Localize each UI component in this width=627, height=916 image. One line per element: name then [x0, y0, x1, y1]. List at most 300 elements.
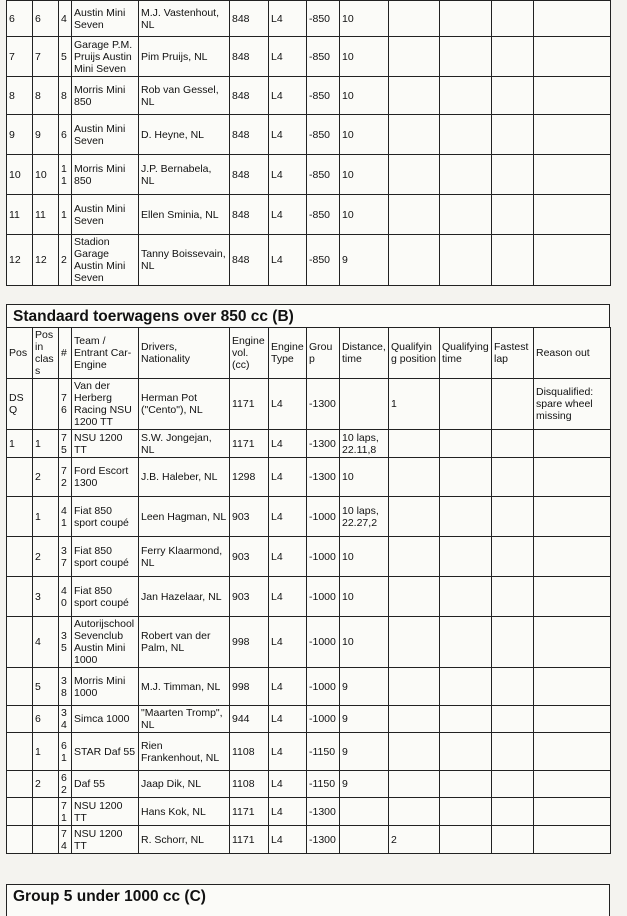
cell-group: -1150 — [307, 771, 340, 798]
cell-group: -850 — [307, 1, 340, 37]
table-header-row — [7, 328, 611, 379]
cell-fastest-lap — [492, 77, 534, 115]
cell-qualifying-time — [440, 115, 492, 155]
cell-group: -1300 — [307, 826, 340, 854]
cell-fastest-lap — [492, 617, 534, 668]
cell-pos-in-class: 1 — [33, 733, 59, 771]
header-pos: Pos — [7, 328, 33, 379]
header-number: # — [59, 328, 72, 379]
table-row — [7, 826, 611, 854]
cell-engine-vol: 998 — [230, 668, 269, 706]
cell-number: 34 — [59, 706, 72, 733]
cell-reason-out — [534, 37, 611, 77]
cell-pos: 8 — [7, 77, 33, 115]
cell-engine-type: L4 — [269, 77, 307, 115]
table-row — [7, 458, 611, 497]
cell-fastest-lap — [492, 537, 534, 577]
cell-qualifying-position — [389, 37, 440, 77]
cell-engine-type: L4 — [269, 668, 307, 706]
cell-distance: 10 — [340, 115, 389, 155]
header-qualifying-position: Qualifying position — [389, 328, 440, 379]
cell-qualifying-position — [389, 155, 440, 195]
cell-team: Ford Escort 1300 — [72, 458, 139, 497]
cell-qualifying-position — [389, 537, 440, 577]
cell-fastest-lap — [492, 706, 534, 733]
cell-number: 8 — [59, 77, 72, 115]
cell-qualifying-time — [440, 77, 492, 115]
table-row — [7, 195, 611, 235]
cell-number: 71 — [59, 798, 72, 826]
cell-engine-vol: 944 — [230, 706, 269, 733]
cell-engine-type: L4 — [269, 617, 307, 668]
cell-engine-type: L4 — [269, 155, 307, 195]
cell-reason-out — [534, 1, 611, 37]
cell-qualifying-position: 2 — [389, 826, 440, 854]
cell-number: 74 — [59, 826, 72, 854]
cell-number: 62 — [59, 771, 72, 798]
cell-distance: 10 — [340, 37, 389, 77]
table-row — [7, 706, 611, 733]
cell-pos-in-class: 2 — [33, 458, 59, 497]
cell-pos-in-class: 5 — [33, 668, 59, 706]
cell-reason-out — [534, 497, 611, 537]
cell-pos-in-class: 3 — [33, 577, 59, 617]
cell-drivers: M.J. Timman, NL — [139, 668, 230, 706]
cell-engine-type: L4 — [269, 537, 307, 577]
cell-qualifying-position — [389, 115, 440, 155]
cell-qualifying-time — [440, 235, 492, 286]
cell-team: Austin Mini Seven — [72, 1, 139, 37]
cell-engine-type: L4 — [269, 458, 307, 497]
section-b-title: Standaard toerwagens over 850 cc (B) — [6, 304, 610, 327]
cell-qualifying-time — [440, 617, 492, 668]
cell-fastest-lap — [492, 115, 534, 155]
cell-number: 6 — [59, 115, 72, 155]
cell-team: Austin Mini Seven — [72, 115, 139, 155]
table-row — [7, 155, 611, 195]
cell-engine-type: L4 — [269, 706, 307, 733]
cell-group: -1300 — [307, 379, 340, 430]
cell-group: -850 — [307, 115, 340, 155]
cell-team: NSU 1200 TT — [72, 798, 139, 826]
cell-team: NSU 1200 TT — [72, 826, 139, 854]
cell-fastest-lap — [492, 771, 534, 798]
cell-engine-vol: 1108 — [230, 771, 269, 798]
table-row — [7, 77, 611, 115]
cell-distance: 10 laps, 22.11,8 — [340, 430, 389, 458]
cell-group: -1000 — [307, 537, 340, 577]
cell-team: Austin Mini Seven — [72, 195, 139, 235]
cell-number: 61 — [59, 733, 72, 771]
cell-distance: 10 — [340, 617, 389, 668]
table-row — [7, 577, 611, 617]
cell-engine-type: L4 — [269, 235, 307, 286]
cell-engine-type: L4 — [269, 733, 307, 771]
cell-team: Morris Mini 850 — [72, 77, 139, 115]
cell-distance: 10 laps, 22.27,2 — [340, 497, 389, 537]
cell-pos: 9 — [7, 115, 33, 155]
cell-qualifying-time — [440, 195, 492, 235]
cell-drivers: Hans Kok, NL — [139, 798, 230, 826]
cell-drivers: "Maarten Tromp", NL — [139, 706, 230, 733]
header-qualifying-time: Qualifying time — [440, 328, 492, 379]
cell-drivers: J.P. Bernabela, NL — [139, 155, 230, 195]
cell-pos — [7, 577, 33, 617]
cell-qualifying-position — [389, 497, 440, 537]
cell-engine-type: L4 — [269, 798, 307, 826]
header-engine-type: Engine Type — [269, 328, 307, 379]
cell-reason-out — [534, 235, 611, 286]
cell-fastest-lap — [492, 379, 534, 430]
cell-pos-in-class: 4 — [33, 617, 59, 668]
cell-qualifying-time — [440, 706, 492, 733]
cell-qualifying-time — [440, 155, 492, 195]
cell-qualifying-time — [440, 497, 492, 537]
cell-distance: 9 — [340, 706, 389, 733]
cell-pos — [7, 771, 33, 798]
cell-drivers: Leen Hagman, NL — [139, 497, 230, 537]
cell-pos: 12 — [7, 235, 33, 286]
cell-engine-vol: 1171 — [230, 379, 269, 430]
cell-number: 76 — [59, 379, 72, 430]
cell-drivers: Pim Pruijs, NL — [139, 37, 230, 77]
cell-engine-vol: 1298 — [230, 458, 269, 497]
cell-qualifying-position — [389, 617, 440, 668]
cell-engine-type: L4 — [269, 826, 307, 854]
table-row — [7, 115, 611, 155]
cell-distance: 10 — [340, 155, 389, 195]
cell-fastest-lap — [492, 430, 534, 458]
cell-distance — [340, 379, 389, 430]
cell-engine-vol: 903 — [230, 537, 269, 577]
cell-pos: 10 — [7, 155, 33, 195]
cell-qualifying-time — [440, 379, 492, 430]
cell-pos — [7, 668, 33, 706]
cell-team: Stadion Garage Austin Mini Seven — [72, 235, 139, 286]
cell-qualifying-position — [389, 798, 440, 826]
cell-reason-out — [534, 430, 611, 458]
cell-qualifying-position — [389, 458, 440, 497]
table-row — [7, 617, 611, 668]
cell-engine-vol: 848 — [230, 155, 269, 195]
cell-group: -1000 — [307, 706, 340, 733]
cell-reason-out — [534, 617, 611, 668]
header-engine-vol: Engine vol. (cc) — [230, 328, 269, 379]
section-c-title: Group 5 under 1000 cc (C) — [6, 884, 610, 916]
cell-pos: DSQ — [7, 379, 33, 430]
cell-group: -1150 — [307, 733, 340, 771]
cell-team: Morris Mini 1000 — [72, 668, 139, 706]
cell-qualifying-time — [440, 826, 492, 854]
cell-pos-in-class: 1 — [33, 497, 59, 537]
cell-drivers: Jaap Dik, NL — [139, 771, 230, 798]
cell-distance: 10 — [340, 195, 389, 235]
cell-fastest-lap — [492, 497, 534, 537]
cell-pos — [7, 617, 33, 668]
cell-qualifying-time — [440, 37, 492, 77]
cell-pos-in-class: 2 — [33, 537, 59, 577]
header-pos-in-class: Pos in class — [33, 328, 59, 379]
cell-fastest-lap — [492, 37, 534, 77]
header-reason-out: Reason out — [534, 328, 611, 379]
cell-qualifying-position — [389, 771, 440, 798]
table-row — [7, 1, 611, 37]
cell-distance: 9 — [340, 771, 389, 798]
cell-number: 41 — [59, 497, 72, 537]
cell-team: Autorijschool Sevenclub Austin Mini 1000 — [72, 617, 139, 668]
cell-engine-vol: 1171 — [230, 430, 269, 458]
cell-pos: 1 — [7, 430, 33, 458]
table-row — [7, 379, 611, 430]
cell-reason-out — [534, 733, 611, 771]
table-row — [7, 798, 611, 826]
cell-qualifying-time — [440, 771, 492, 798]
cell-engine-vol: 848 — [230, 235, 269, 286]
cell-team: Van der Herberg Racing NSU 1200 TT — [72, 379, 139, 430]
header-distance: Distance, time — [340, 328, 389, 379]
cell-fastest-lap — [492, 458, 534, 497]
cell-pos-in-class: 8 — [33, 77, 59, 115]
cell-fastest-lap — [492, 195, 534, 235]
cell-team: Fiat 850 sport coupé — [72, 537, 139, 577]
cell-engine-type: L4 — [269, 37, 307, 77]
cell-group: -1000 — [307, 617, 340, 668]
cell-team: Morris Mini 850 — [72, 155, 139, 195]
cell-engine-type: L4 — [269, 195, 307, 235]
cell-pos — [7, 706, 33, 733]
cell-drivers: Robert van der Palm, NL — [139, 617, 230, 668]
cell-qualifying-time — [440, 458, 492, 497]
results-sheet — [6, 0, 610, 854]
cell-team: Simca 1000 — [72, 706, 139, 733]
cell-engine-type: L4 — [269, 115, 307, 155]
cell-pos — [7, 826, 33, 854]
cell-qualifying-time — [440, 1, 492, 37]
table-row — [7, 668, 611, 706]
cell-pos-in-class: 7 — [33, 37, 59, 77]
cell-qualifying-time — [440, 733, 492, 771]
cell-reason-out — [534, 826, 611, 854]
cell-qualifying-position — [389, 195, 440, 235]
cell-engine-type: L4 — [269, 430, 307, 458]
header-team: Team / Entrant Car- Engine — [72, 328, 139, 379]
cell-number: 35 — [59, 617, 72, 668]
cell-pos-in-class: 6 — [33, 1, 59, 37]
cell-engine-type: L4 — [269, 497, 307, 537]
cell-team: Daf 55 — [72, 771, 139, 798]
cell-engine-vol: 848 — [230, 115, 269, 155]
table-row — [7, 771, 611, 798]
cell-engine-type: L4 — [269, 577, 307, 617]
header-fastest-lap: Fastest lap — [492, 328, 534, 379]
cell-distance: 10 — [340, 1, 389, 37]
cell-group: -1300 — [307, 458, 340, 497]
cell-drivers: Rob van Gessel, NL — [139, 77, 230, 115]
cell-qualifying-position — [389, 706, 440, 733]
cell-fastest-lap — [492, 798, 534, 826]
cell-reason-out — [534, 155, 611, 195]
cell-drivers: Rien Frankenhout, NL — [139, 733, 230, 771]
cell-pos-in-class: 9 — [33, 115, 59, 155]
cell-number: 38 — [59, 668, 72, 706]
cell-fastest-lap — [492, 235, 534, 286]
cell-reason-out — [534, 77, 611, 115]
header-drivers: Drivers, Nationality — [139, 328, 230, 379]
cell-number: 37 — [59, 537, 72, 577]
cell-qualifying-time — [440, 430, 492, 458]
cell-reason-out — [534, 771, 611, 798]
cell-group: -850 — [307, 37, 340, 77]
cell-group: -1300 — [307, 798, 340, 826]
cell-engine-vol: 998 — [230, 617, 269, 668]
cell-number: 75 — [59, 430, 72, 458]
cell-engine-vol: 903 — [230, 497, 269, 537]
results-table-b — [6, 327, 611, 854]
cell-reason-out — [534, 706, 611, 733]
cell-group: -1300 — [307, 430, 340, 458]
cell-number: 11 — [59, 155, 72, 195]
cell-group: -850 — [307, 195, 340, 235]
cell-pos — [7, 497, 33, 537]
cell-distance: 9 — [340, 668, 389, 706]
results-table-a — [6, 0, 611, 286]
cell-drivers: R. Schorr, NL — [139, 826, 230, 854]
cell-group: -1000 — [307, 497, 340, 537]
cell-engine-type: L4 — [269, 379, 307, 430]
cell-group: -1000 — [307, 577, 340, 617]
cell-qualifying-position — [389, 733, 440, 771]
cell-engine-vol: 848 — [230, 1, 269, 37]
cell-number: 40 — [59, 577, 72, 617]
cell-qualifying-position — [389, 1, 440, 37]
cell-number: 5 — [59, 37, 72, 77]
cell-fastest-lap — [492, 577, 534, 617]
cell-engine-type: L4 — [269, 1, 307, 37]
cell-pos — [7, 458, 33, 497]
cell-group: -1000 — [307, 668, 340, 706]
cell-fastest-lap — [492, 155, 534, 195]
cell-reason-out — [534, 577, 611, 617]
cell-engine-vol: 1108 — [230, 733, 269, 771]
table-row — [7, 537, 611, 577]
cell-engine-vol: 903 — [230, 577, 269, 617]
cell-engine-vol: 848 — [230, 195, 269, 235]
cell-reason-out — [534, 115, 611, 155]
cell-drivers: S.W. Jongejan, NL — [139, 430, 230, 458]
cell-pos-in-class — [33, 826, 59, 854]
cell-team: Fiat 850 sport coupé — [72, 577, 139, 617]
cell-fastest-lap — [492, 826, 534, 854]
cell-team: Fiat 850 sport coupé — [72, 497, 139, 537]
cell-team: Garage P.M. Pruijs Austin Mini Seven — [72, 37, 139, 77]
cell-drivers: J.B. Haleber, NL — [139, 458, 230, 497]
cell-qualifying-position — [389, 430, 440, 458]
header-group: Group — [307, 328, 340, 379]
cell-drivers: Ellen Sminia, NL — [139, 195, 230, 235]
cell-distance — [340, 798, 389, 826]
cell-number: 4 — [59, 1, 72, 37]
cell-pos: 7 — [7, 37, 33, 77]
table-row — [7, 235, 611, 286]
table-row — [7, 497, 611, 537]
cell-group: -850 — [307, 235, 340, 286]
section-gap — [6, 286, 610, 304]
cell-pos: 11 — [7, 195, 33, 235]
cell-drivers: Ferry Klaarmond, NL — [139, 537, 230, 577]
cell-number: 1 — [59, 195, 72, 235]
cell-reason-out — [534, 458, 611, 497]
cell-fastest-lap — [492, 1, 534, 37]
cell-qualifying-time — [440, 668, 492, 706]
cell-qualifying-position — [389, 668, 440, 706]
cell-reason-out — [534, 537, 611, 577]
cell-reason-out — [534, 195, 611, 235]
cell-engine-vol: 1171 — [230, 826, 269, 854]
cell-reason-out: Disqualified: spare wheel missing — [534, 379, 611, 430]
cell-drivers: Jan Hazelaar, NL — [139, 577, 230, 617]
cell-distance: 10 — [340, 458, 389, 497]
cell-distance: 10 — [340, 537, 389, 577]
cell-qualifying-position — [389, 235, 440, 286]
cell-drivers: D. Heyne, NL — [139, 115, 230, 155]
cell-pos-in-class: 10 — [33, 155, 59, 195]
cell-distance: 9 — [340, 733, 389, 771]
cell-drivers: M.J. Vastenhout, NL — [139, 1, 230, 37]
cell-qualifying-position — [389, 77, 440, 115]
cell-pos — [7, 798, 33, 826]
cell-pos: 6 — [7, 1, 33, 37]
cell-qualifying-position — [389, 577, 440, 617]
cell-pos-in-class: 11 — [33, 195, 59, 235]
cell-distance: 10 — [340, 577, 389, 617]
cell-number: 2 — [59, 235, 72, 286]
cell-group: -850 — [307, 77, 340, 115]
cell-reason-out — [534, 798, 611, 826]
cell-pos-in-class — [33, 798, 59, 826]
cell-qualifying-time — [440, 798, 492, 826]
cell-pos-in-class: 2 — [33, 771, 59, 798]
table-row — [7, 430, 611, 458]
cell-pos-in-class: 1 — [33, 430, 59, 458]
table-row — [7, 37, 611, 77]
cell-qualifying-time — [440, 537, 492, 577]
cell-qualifying-time — [440, 577, 492, 617]
cell-pos — [7, 733, 33, 771]
cell-team: NSU 1200 TT — [72, 430, 139, 458]
cell-pos — [7, 537, 33, 577]
cell-engine-vol: 848 — [230, 77, 269, 115]
table-row — [7, 733, 611, 771]
cell-engine-type: L4 — [269, 771, 307, 798]
cell-fastest-lap — [492, 733, 534, 771]
cell-distance: 10 — [340, 77, 389, 115]
cell-fastest-lap — [492, 668, 534, 706]
cell-distance — [340, 826, 389, 854]
cell-qualifying-position: 1 — [389, 379, 440, 430]
cell-pos-in-class: 6 — [33, 706, 59, 733]
cell-engine-vol: 848 — [230, 37, 269, 77]
cell-team: STAR Daf 55 — [72, 733, 139, 771]
cell-pos-in-class: 12 — [33, 235, 59, 286]
cell-drivers: Tanny Boissevain, NL — [139, 235, 230, 286]
cell-reason-out — [534, 668, 611, 706]
cell-engine-vol: 1171 — [230, 798, 269, 826]
cell-pos-in-class — [33, 379, 59, 430]
cell-drivers: Herman Pot ("Cento"), NL — [139, 379, 230, 430]
cell-distance: 9 — [340, 235, 389, 286]
cell-group: -850 — [307, 155, 340, 195]
cell-number: 72 — [59, 458, 72, 497]
